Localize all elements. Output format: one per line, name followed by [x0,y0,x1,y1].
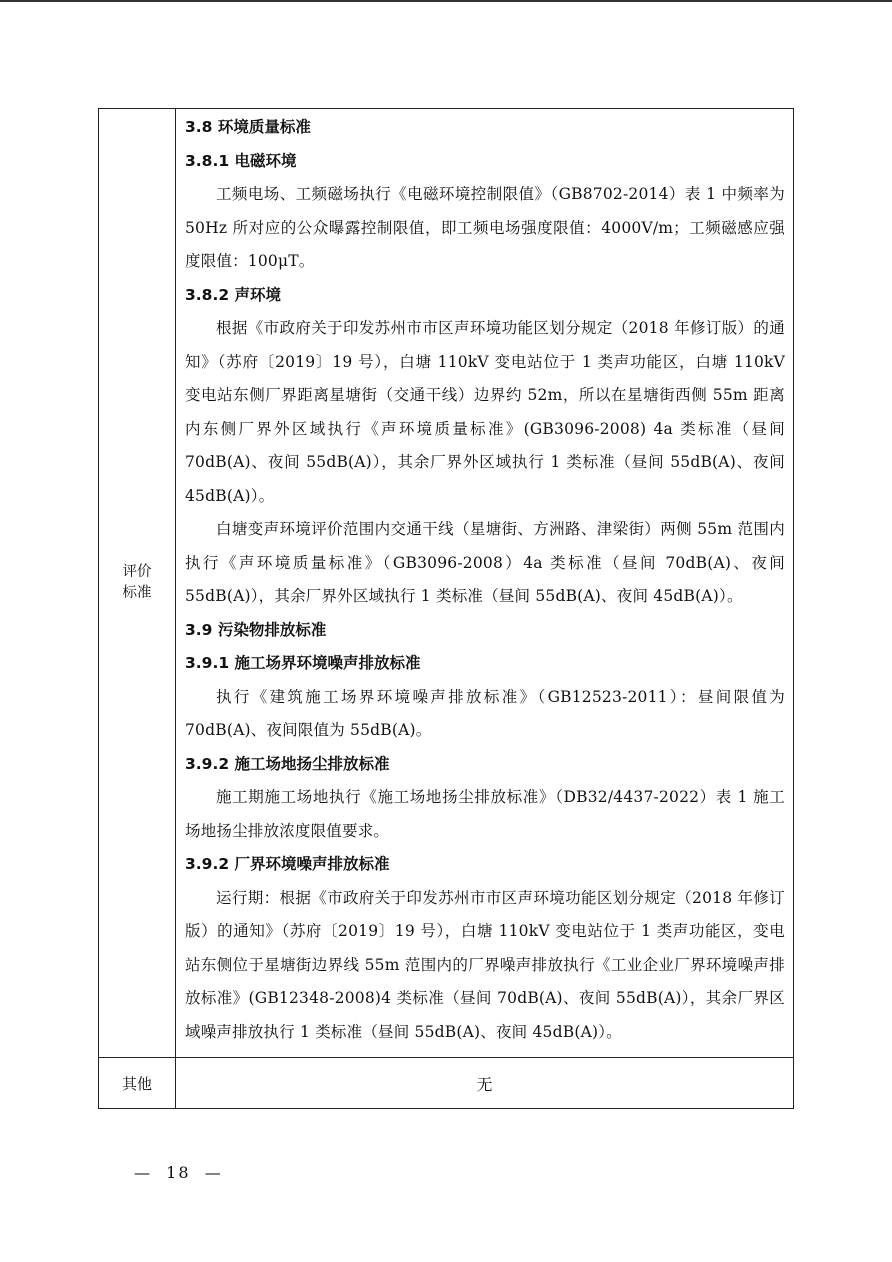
evaluation-standards-row [99,109,794,1058]
paragraph-boundary-noise: 运行期：根据《市政府关于印发苏州市市区声环境功能区划分规定（2018 年修订版）的通知》（苏府〔2019〕19 号），白塘 110kV 变电站位于 1 类声功能区，变电站东侧位于星塘街边界线 55m 范围内的厂界噪声排放执行《工业企业厂界环境噪声排放标准》(GB12348-2008)4 类标准（昼间 70dB(A)、夜间 55dB(A)），其余厂界区域噪声排放执行 1 类标准（昼间 55dB(A)、夜间 45dB(A)）。 [185,888,785,1041]
paragraph-dust: 施工期施工场地执行《施工场地扬尘排放标准》（DB32/4437-2022）表 1 施工场地扬尘排放浓度限值要求。 [185,788,785,840]
heading-3-8-1: 3.8.1 电磁环境 [185,151,297,170]
evaluation-standards-label [99,109,176,1058]
top-border-line [0,0,892,2]
heading-3-9: 3.9 污染物排放标准 [185,620,327,639]
evaluation-standards-label-text: 评价 标准 [122,564,152,601]
other-value: 无 [176,1058,794,1109]
heading-3-8-2: 3.8.2 声环境 [185,285,282,304]
page-number: — 18 — [134,1163,223,1182]
other-label: 其他 [99,1058,176,1109]
paragraph-construction-noise: 执行《建筑施工场界环境噪声排放标准》（GB12523-2011）：昼间限值为 70dB(A)、夜间限值为 55dB(A)。 [185,687,785,739]
heading-3-8: 3.8 环境质量标准 [185,118,311,136]
paragraph-acoustic-1: 根据《市政府关于印发苏州市市区声环境功能区划分规定（2018 年修订版）的通知》（苏府〔2019〕19 号），白塘 110kV 变电站位于 1 类声功能区，白塘 110kV 变电站东侧厂界距离星塘街（交通干线）边界约 52m，所以在星塘街西侧 55m 距离内东侧厂界外区域执行《声环境质量标准》(GB3096-2008) 4a 类标准（昼间 70dB(A)、夜间 55dB(A)），其余厂界外区域执行 1 类标准（昼间 55dB(A)、夜间 45dB(A)）。 [185,319,785,505]
evaluation-standards-content [176,109,794,1058]
paragraph-electromagnetic: 工频电场、工频磁场执行《电磁环境控制限值》（GB8702-2014）表 1 中频率为 50Hz 所对应的公众曝露控制限值，即工频电场强度限值：4000V/m；工频磁感应强度限值：100μT。 [185,185,785,270]
paragraph-acoustic-2: 白塘变声环境评价范围内交通干线（星塘街、方洲路、津梁街）两侧 55m 范围内执行《声环境质量标准》（GB3096-2008）4a 类标准（昼间 70dB(A)、夜间 55dB(A)），其余厂界外区域执行 1 类标准（昼间 55dB(A)、夜间 45dB(A)）。 [185,520,785,605]
heading-3-9-1: 3.9.1 施工场界环境噪声排放标准 [185,654,421,672]
heading-3-9-2-boundary-noise: 3.9.2 厂界环境噪声排放标准 [185,855,390,873]
heading-3-9-2-dust: 3.9.2 施工场地扬尘排放标准 [185,754,390,773]
standards-table [98,108,794,1109]
other-row [99,1058,794,1109]
